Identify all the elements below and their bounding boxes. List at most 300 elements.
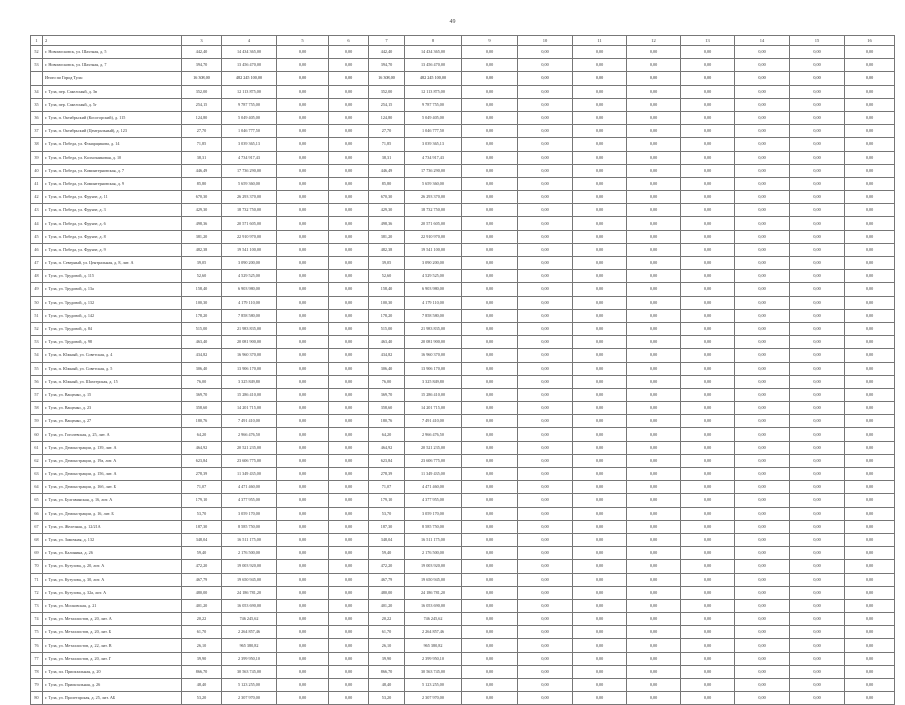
address-cell: г. Тула, ул. Железная, д. 12/21А [43, 520, 182, 533]
value-cell: 623,84 [369, 454, 405, 467]
row-number-cell: 53 [31, 59, 43, 72]
value-cell: 0,00 [735, 164, 790, 177]
row-number-cell: 42 [31, 191, 43, 204]
value-cell: 0,00 [573, 362, 627, 375]
value-cell: 0,00 [845, 191, 895, 204]
value-cell: 0,00 [627, 204, 681, 217]
value-cell: 0,00 [790, 494, 845, 507]
value-cell: 0,00 [681, 586, 735, 599]
value-cell: 0,00 [329, 177, 369, 190]
value-cell: 0,00 [518, 428, 573, 441]
value-cell: 0,00 [845, 652, 895, 665]
value-cell: 0,00 [681, 547, 735, 560]
value-cell: 0,00 [573, 59, 627, 72]
address-cell: г. Тула, ул. Металлистов, д. 20, лит. Г [43, 652, 182, 665]
value-cell: 0,00 [573, 388, 627, 401]
value-cell: 2 176 500,00 [222, 547, 277, 560]
value-cell: 2 966 476,50 [405, 428, 462, 441]
value-cell: 85,80 [369, 177, 405, 190]
value-cell: 0,00 [627, 217, 681, 230]
table-row [31, 388, 895, 401]
value-cell: 26,10 [369, 639, 405, 652]
value-cell: 0,00 [627, 388, 681, 401]
value-cell: 0,00 [518, 481, 573, 494]
value-cell: 498,36 [182, 217, 222, 230]
value-cell: 0,00 [277, 151, 329, 164]
value-cell: 0,00 [573, 586, 627, 599]
value-cell: 0,00 [790, 388, 845, 401]
value-cell: 0,00 [681, 243, 735, 256]
table-row [31, 59, 895, 72]
value-cell: 0,00 [627, 125, 681, 138]
value-cell: 0,00 [329, 626, 369, 639]
value-cell: 0,00 [518, 468, 573, 481]
value-cell: 0,00 [277, 520, 329, 533]
value-cell: 0,00 [845, 402, 895, 415]
value-cell: 0,00 [462, 652, 518, 665]
value-cell: 0,00 [329, 151, 369, 164]
value-cell: 0,00 [462, 388, 518, 401]
row-number-cell: 56 [31, 375, 43, 388]
value-cell: 0,00 [845, 98, 895, 111]
row-number-cell: 69 [31, 547, 43, 560]
value-cell: 21 983 835,00 [405, 322, 462, 335]
value-cell: 0,00 [518, 111, 573, 124]
value-cell: 19 541 100,00 [405, 243, 462, 256]
value-cell: 7 858 580,00 [405, 309, 462, 322]
value-cell: 0,00 [329, 520, 369, 533]
value-cell: 7 858 580,00 [222, 309, 277, 322]
address-cell: г. Тула, ул. Ващенко, д. 15 [43, 388, 182, 401]
value-cell: 0,00 [518, 98, 573, 111]
value-cell: 0,00 [627, 665, 681, 678]
value-cell: 0,00 [573, 415, 627, 428]
value-cell: 0,00 [277, 547, 329, 560]
value-cell: 0,00 [518, 652, 573, 665]
value-cell: 9 787 755,00 [222, 98, 277, 111]
value-cell: 0,00 [681, 468, 735, 481]
value-cell: 64,20 [369, 428, 405, 441]
value-cell: 16 053 690,00 [222, 599, 277, 612]
value-cell: 0,00 [573, 98, 627, 111]
value-cell: 14 201 715,00 [405, 402, 462, 415]
value-cell: 0,00 [845, 639, 895, 652]
value-cell: 434,82 [182, 349, 222, 362]
value-cell: 0,00 [735, 375, 790, 388]
value-cell: 0,00 [329, 494, 369, 507]
table-row [31, 336, 895, 349]
value-cell: 0,00 [329, 547, 369, 560]
row-number-cell: 40 [31, 164, 43, 177]
value-cell: 0,00 [790, 573, 845, 586]
value-cell: 0,00 [627, 560, 681, 573]
value-cell: 0,00 [845, 520, 895, 533]
value-cell: 0,00 [277, 481, 329, 494]
value-cell: 0,00 [627, 375, 681, 388]
value-cell: 0,00 [518, 217, 573, 230]
value-cell: 52,60 [369, 270, 405, 283]
value-cell: 19 650 945,00 [405, 573, 462, 586]
value-cell: 26 293 370,00 [222, 191, 277, 204]
value-cell: 0,00 [277, 507, 329, 520]
value-cell: 394,70 [182, 59, 222, 72]
value-cell: 0,00 [735, 204, 790, 217]
value-cell: 16 960 370,00 [222, 349, 277, 362]
value-cell: 0,00 [735, 322, 790, 335]
value-cell: 0,00 [573, 481, 627, 494]
address-cell: г. Тула, п. Южный, ул. Советская, д. 4 [43, 349, 182, 362]
value-cell: 0,00 [329, 191, 369, 204]
value-cell: 0,00 [462, 177, 518, 190]
value-cell: 48,40 [369, 679, 405, 692]
value-cell: 0,00 [573, 349, 627, 362]
table-row [31, 191, 895, 204]
address-cell: г. Тула, ул. Ващенко, д. 23 [43, 402, 182, 415]
value-cell: 4 179 110,00 [222, 296, 277, 309]
value-cell: 0,00 [681, 98, 735, 111]
value-cell: 0,00 [681, 111, 735, 124]
value-cell: 0,00 [735, 415, 790, 428]
value-cell: 0,00 [277, 375, 329, 388]
value-cell: 0,00 [573, 177, 627, 190]
value-cell: 13 906 170,00 [222, 362, 277, 375]
value-cell: 0,00 [845, 111, 895, 124]
value-cell: 0,00 [462, 454, 518, 467]
table-row [31, 375, 895, 388]
value-cell: 0,00 [735, 652, 790, 665]
value-cell: 0,00 [518, 243, 573, 256]
address-cell: г. Новомосковск, ул. Шахтная, д. 5 [43, 46, 182, 59]
value-cell: 0,00 [518, 230, 573, 243]
value-cell: 27,70 [369, 125, 405, 138]
value-cell: 0,00 [790, 177, 845, 190]
value-cell: 0,00 [277, 164, 329, 177]
value-cell: 0,00 [735, 665, 790, 678]
value-cell: 124,80 [369, 111, 405, 124]
value-cell: 0,00 [681, 283, 735, 296]
value-cell: 0,00 [790, 402, 845, 415]
value-cell: 0,00 [627, 547, 681, 560]
value-cell: 401,20 [369, 599, 405, 612]
value-cell: 0,00 [329, 481, 369, 494]
value-cell: 0,00 [790, 151, 845, 164]
value-cell: 670,30 [182, 191, 222, 204]
value-cell: 11 349 435,00 [405, 468, 462, 481]
address-cell: г. Тула, ул. Кутузова, д. 20, лит. А [43, 560, 182, 573]
value-cell: 0,00 [845, 626, 895, 639]
value-cell: 0,00 [518, 626, 573, 639]
value-cell: 0,00 [277, 296, 329, 309]
value-cell: 482,38 [182, 243, 222, 256]
value-cell: 0,00 [329, 468, 369, 481]
value-cell: 16 308,00 [182, 72, 222, 85]
value-cell: 0,00 [735, 309, 790, 322]
value-cell: 0,00 [277, 573, 329, 586]
value-cell: 0,00 [462, 283, 518, 296]
value-cell: 498,36 [369, 217, 405, 230]
value-cell: 0,00 [277, 177, 329, 190]
value-cell: 4 377 955,00 [222, 494, 277, 507]
value-cell: 0,00 [518, 322, 573, 335]
value-cell: 19 003 920,00 [405, 560, 462, 573]
value-cell: 0,00 [277, 402, 329, 415]
value-cell: 0,00 [735, 177, 790, 190]
value-cell: 394,70 [369, 59, 405, 72]
value-cell: 0,00 [845, 72, 895, 85]
table-row [31, 85, 895, 98]
value-cell: 0,00 [329, 257, 369, 270]
value-cell: 0,00 [735, 560, 790, 573]
address-cell: г. Тула, ул. Приокзальная, д. 26 [43, 679, 182, 692]
address-cell: г. Тула, ул. Трудовой, д. 115 [43, 270, 182, 283]
value-cell: 0,00 [462, 494, 518, 507]
value-cell: 0,00 [681, 441, 735, 454]
value-cell: 0,00 [518, 639, 573, 652]
value-cell: 178,20 [369, 309, 405, 322]
value-cell: 0,00 [627, 177, 681, 190]
value-cell: 0,00 [735, 388, 790, 401]
value-cell: 0,00 [573, 151, 627, 164]
value-cell: 0,00 [735, 679, 790, 692]
value-cell: 26 293 370,00 [405, 191, 462, 204]
address-cell: г. Тула, ул. Кутузова, д. 32а, лит. А [43, 586, 182, 599]
row-number-cell: 52 [31, 322, 43, 335]
value-cell: 1 046 777,50 [222, 125, 277, 138]
value-cell: 0,00 [845, 547, 895, 560]
table-row [31, 111, 895, 124]
value-cell: 0,00 [573, 441, 627, 454]
value-cell: 5 049 405,00 [405, 111, 462, 124]
value-cell: 0,00 [845, 257, 895, 270]
value-cell: 0,00 [790, 270, 845, 283]
value-cell: 0,00 [462, 257, 518, 270]
value-cell: 0,00 [518, 415, 573, 428]
value-cell: 0,00 [627, 59, 681, 72]
value-cell: 0,00 [573, 692, 627, 705]
table-row [31, 270, 895, 283]
value-cell: 0,00 [735, 72, 790, 85]
value-cell: 0,00 [462, 533, 518, 546]
value-cell: 0,00 [681, 85, 735, 98]
value-cell: 0,00 [329, 85, 369, 98]
value-cell: 0,00 [277, 494, 329, 507]
value-cell: 0,00 [627, 441, 681, 454]
value-cell: 0,00 [462, 309, 518, 322]
value-cell: 0,00 [627, 520, 681, 533]
value-cell: 0,00 [790, 243, 845, 256]
value-cell: 0,00 [790, 613, 845, 626]
value-cell: 4 734 917,43 [405, 151, 462, 164]
value-cell: 0,00 [329, 665, 369, 678]
value-cell: 20 081 900,00 [405, 336, 462, 349]
table-row [31, 283, 895, 296]
value-cell: 0,00 [573, 375, 627, 388]
table-row [31, 217, 895, 230]
value-cell: 0,00 [845, 665, 895, 678]
value-cell: 179,10 [369, 494, 405, 507]
address-cell: г. Тула, ул. Калинина, д. 26 [43, 547, 182, 560]
row-number-cell: 68 [31, 533, 43, 546]
value-cell: 0,00 [329, 415, 369, 428]
value-cell: 0,00 [845, 85, 895, 98]
value-cell: 0,00 [329, 402, 369, 415]
value-cell: 20 521 235,00 [405, 441, 462, 454]
value-cell: 429,30 [369, 204, 405, 217]
table-row [31, 586, 895, 599]
value-cell: 0,00 [790, 560, 845, 573]
value-cell: 0,00 [573, 626, 627, 639]
value-cell: 0,00 [627, 191, 681, 204]
total-row [31, 72, 895, 85]
value-cell: 0,00 [573, 270, 627, 283]
value-cell: 20 521 235,00 [222, 441, 277, 454]
value-cell: 0,00 [627, 481, 681, 494]
value-cell: 0,00 [462, 336, 518, 349]
value-cell: 0,00 [518, 599, 573, 612]
value-cell: 0,00 [790, 257, 845, 270]
value-cell: 0,00 [462, 243, 518, 256]
value-cell: 0,00 [735, 270, 790, 283]
value-cell: 464,92 [182, 441, 222, 454]
value-cell: 0,00 [462, 125, 518, 138]
value-cell: 12 113 875,00 [222, 85, 277, 98]
value-cell: 0,00 [329, 296, 369, 309]
value-cell: 0,00 [329, 599, 369, 612]
value-cell: 0,00 [277, 270, 329, 283]
table-row [31, 652, 895, 665]
value-cell: 0,00 [845, 270, 895, 283]
value-cell: 0,00 [845, 428, 895, 441]
value-cell: 48,40 [182, 679, 222, 692]
row-number-cell: 46 [31, 243, 43, 256]
value-cell: 0,00 [735, 217, 790, 230]
value-cell: 0,00 [681, 481, 735, 494]
value-cell: 15 286 410,00 [405, 388, 462, 401]
row-number-cell: 67 [31, 520, 43, 533]
value-cell: 348,04 [369, 533, 405, 546]
value-cell: 11 349 435,00 [222, 468, 277, 481]
value-cell: 0,00 [573, 573, 627, 586]
table-row [31, 322, 895, 335]
value-cell: 0,00 [681, 520, 735, 533]
table-row [31, 296, 895, 309]
value-cell: 0,00 [627, 533, 681, 546]
row-number-cell: 74 [31, 613, 43, 626]
value-cell: 59,40 [369, 547, 405, 560]
value-cell: 5 659 360,00 [222, 177, 277, 190]
value-cell: 0,00 [277, 626, 329, 639]
value-cell: 0,00 [518, 679, 573, 692]
value-cell: 0,00 [790, 111, 845, 124]
row-number-cell: 62 [31, 454, 43, 467]
value-cell: 0,00 [573, 72, 627, 85]
table-row [31, 454, 895, 467]
value-cell: 482 245 100,00 [222, 72, 277, 85]
value-cell: 0,00 [681, 494, 735, 507]
table-row [31, 520, 895, 533]
value-cell: 429,30 [182, 204, 222, 217]
address-cell: г. Тула, пл. Приокзальная, д. 20 [43, 665, 182, 678]
value-cell: 71,07 [182, 481, 222, 494]
value-cell: 0,00 [329, 217, 369, 230]
value-cell: 0,00 [462, 98, 518, 111]
value-cell: 5 [277, 36, 329, 46]
value-cell: 0,00 [518, 375, 573, 388]
address-cell: г. Тула, ул. Трудовой, д. 13а [43, 283, 182, 296]
value-cell: 480,00 [182, 586, 222, 599]
value-cell: 0,00 [735, 191, 790, 204]
value-cell: 0,00 [681, 177, 735, 190]
value-cell: 0,00 [735, 125, 790, 138]
value-cell: 0,00 [845, 441, 895, 454]
value-cell: 0,00 [329, 243, 369, 256]
value-cell: 0,00 [790, 349, 845, 362]
value-cell: 0,00 [627, 72, 681, 85]
value-cell: 0,00 [627, 692, 681, 705]
value-cell: 0,00 [790, 72, 845, 85]
value-cell: 2 399 950,10 [405, 652, 462, 665]
table-row [31, 402, 895, 415]
value-cell: 0,00 [845, 296, 895, 309]
value-cell: 0,00 [790, 164, 845, 177]
value-cell: 0,00 [518, 692, 573, 705]
table-row [31, 204, 895, 217]
value-cell: 7 491 410,00 [222, 415, 277, 428]
value-cell: 22 910 970,00 [405, 230, 462, 243]
value-cell: 0,00 [518, 191, 573, 204]
value-cell: 463,40 [182, 336, 222, 349]
value-cell: 0,00 [845, 454, 895, 467]
value-cell: 0,00 [573, 138, 627, 151]
value-cell: 0,00 [462, 296, 518, 309]
header-row [31, 36, 895, 46]
value-cell: 0,00 [845, 59, 895, 72]
address-cell: г. Тула, ул. Пролетарская, д. 25, лит. АБ [43, 692, 182, 705]
row-number-cell: 51 [31, 309, 43, 322]
value-cell: 21 983 835,00 [222, 322, 277, 335]
value-cell: 9 [462, 36, 518, 46]
value-cell: 0,00 [735, 441, 790, 454]
value-cell: 0,00 [735, 138, 790, 151]
value-cell: 0,00 [845, 336, 895, 349]
value-cell: 0,00 [462, 111, 518, 124]
value-cell: 254,15 [369, 98, 405, 111]
row-number-cell: 58 [31, 402, 43, 415]
row-number-cell: 77 [31, 652, 43, 665]
value-cell: 0,00 [627, 138, 681, 151]
value-cell: 8 [405, 36, 462, 46]
value-cell: 0,00 [845, 507, 895, 520]
value-cell: 0,00 [518, 283, 573, 296]
value-cell: 0,00 [573, 243, 627, 256]
value-cell: 0,00 [329, 283, 369, 296]
value-cell: 0,00 [277, 309, 329, 322]
value-cell: 0,00 [573, 85, 627, 98]
table-row [31, 533, 895, 546]
row-number-cell: 78 [31, 665, 43, 678]
value-cell: 2 307 970,00 [222, 692, 277, 705]
register-table [30, 35, 895, 705]
value-cell: 53,70 [369, 507, 405, 520]
value-cell: 53,20 [369, 692, 405, 705]
value-cell: 0,00 [277, 560, 329, 573]
value-cell: 0,00 [681, 296, 735, 309]
row-number-cell: 59 [31, 415, 43, 428]
value-cell: 278,39 [182, 468, 222, 481]
value-cell: 14 434 365,00 [405, 46, 462, 59]
value-cell: 866,70 [182, 665, 222, 678]
value-cell: 0,00 [462, 270, 518, 283]
